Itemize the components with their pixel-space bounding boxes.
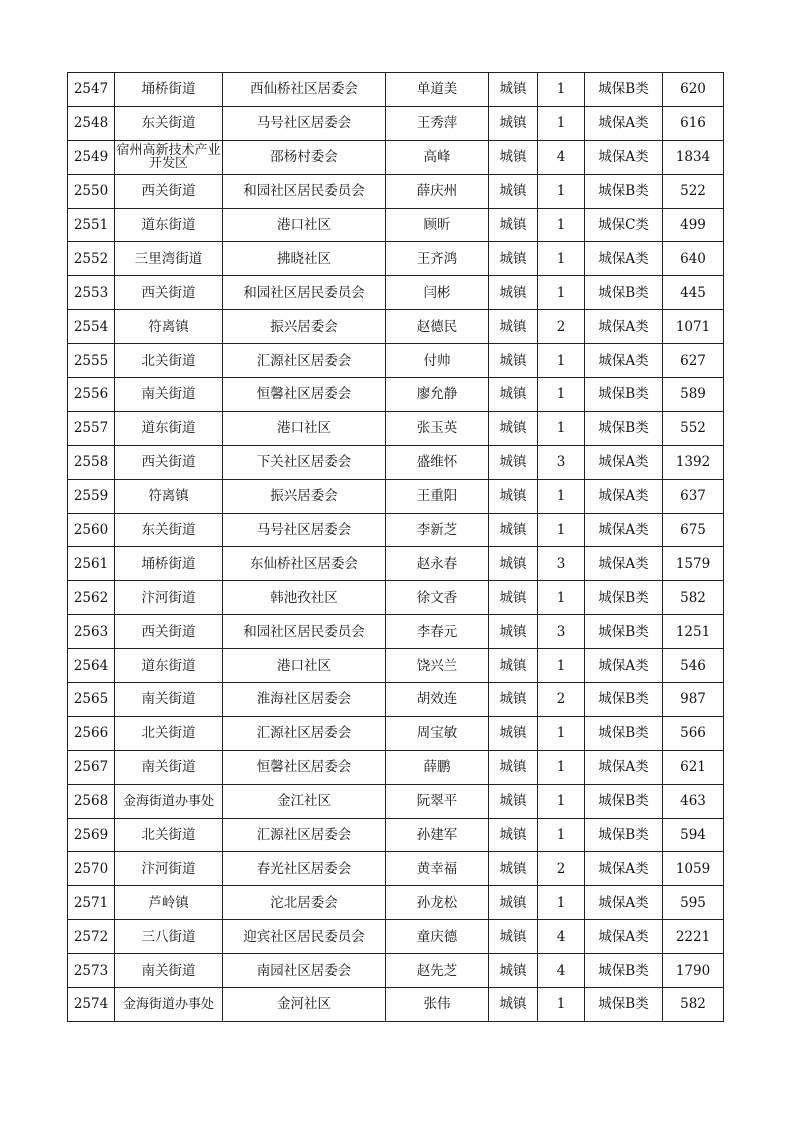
- street-cell: 东关街道: [115, 513, 223, 547]
- table-row: [68, 784, 724, 818]
- household-type-cell: 城镇: [489, 445, 538, 479]
- community-cell: 金江社区: [223, 784, 386, 818]
- member-count-cell: 1: [538, 174, 585, 208]
- row-number-cell: 2573: [68, 954, 115, 988]
- community-cell: 拂晓社区: [223, 242, 386, 276]
- household-type-cell: 城镇: [489, 683, 538, 717]
- street-cell: 西关街道: [115, 615, 223, 649]
- name-cell: 饶兴兰: [386, 649, 489, 683]
- household-type-cell: 城镇: [489, 649, 538, 683]
- household-type-cell: 城镇: [489, 276, 538, 310]
- table-row: [68, 615, 724, 649]
- insurance-category-cell: 城保B类: [585, 954, 663, 988]
- amount-cell: 463: [663, 784, 724, 818]
- row-number-cell: 2568: [68, 784, 115, 818]
- member-count-cell: 1: [538, 513, 585, 547]
- name-cell: 赵先芝: [386, 954, 489, 988]
- name-cell: 薛庆州: [386, 174, 489, 208]
- table-row: [68, 242, 724, 276]
- household-type-cell: 城镇: [489, 242, 538, 276]
- street-cell: 汴河街道: [115, 852, 223, 886]
- insurance-category-cell: 城保B类: [585, 276, 663, 310]
- name-cell: 王重阳: [386, 479, 489, 513]
- household-type-cell: 城镇: [489, 615, 538, 649]
- member-count-cell: 4: [538, 920, 585, 954]
- table-row: [68, 683, 724, 717]
- name-cell: 高峰: [386, 140, 489, 174]
- member-count-cell: 1: [538, 649, 585, 683]
- name-cell: 童庆德: [386, 920, 489, 954]
- name-cell: 盛维怀: [386, 445, 489, 479]
- community-cell: 振兴居委会: [223, 479, 386, 513]
- amount-cell: 637: [663, 479, 724, 513]
- community-cell: 恒馨社区居委会: [223, 750, 386, 784]
- row-number-cell: 2569: [68, 818, 115, 852]
- table-row: [68, 276, 724, 310]
- insurance-category-cell: 城保A类: [585, 479, 663, 513]
- street-cell: 西关街道: [115, 174, 223, 208]
- table-row: [68, 547, 724, 581]
- row-number-cell: 2566: [68, 716, 115, 750]
- community-cell: 金河社区: [223, 988, 386, 1022]
- amount-cell: 566: [663, 716, 724, 750]
- member-count-cell: 1: [538, 716, 585, 750]
- table-row: [68, 479, 724, 513]
- name-cell: 孙龙松: [386, 886, 489, 920]
- row-number-cell: 2560: [68, 513, 115, 547]
- name-cell: 王齐鸿: [386, 242, 489, 276]
- insurance-category-cell: 城保B类: [585, 784, 663, 818]
- community-cell: 邵杨村委会: [223, 140, 386, 174]
- household-type-cell: 城镇: [489, 818, 538, 852]
- table-row: [68, 140, 724, 174]
- amount-cell: 445: [663, 276, 724, 310]
- name-cell: 周宝敏: [386, 716, 489, 750]
- amount-cell: 595: [663, 886, 724, 920]
- amount-cell: 1834: [663, 140, 724, 174]
- table-row: [68, 716, 724, 750]
- household-type-cell: 城镇: [489, 716, 538, 750]
- community-cell: 东仙桥社区居委会: [223, 547, 386, 581]
- amount-cell: 616: [663, 106, 724, 140]
- table-row: [68, 106, 724, 140]
- household-type-cell: 城镇: [489, 954, 538, 988]
- insurance-category-cell: 城保B类: [585, 581, 663, 615]
- community-cell: 和园社区居民委员会: [223, 276, 386, 310]
- table-row: [68, 581, 724, 615]
- community-cell: 韩池孜社区: [223, 581, 386, 615]
- community-cell: 振兴居委会: [223, 310, 386, 344]
- street-cell: 南关街道: [115, 750, 223, 784]
- row-number-cell: 2561: [68, 547, 115, 581]
- table-row: [68, 988, 724, 1022]
- row-number-cell: 2551: [68, 208, 115, 242]
- community-cell: 港口社区: [223, 208, 386, 242]
- name-cell: 阮翠平: [386, 784, 489, 818]
- amount-cell: 621: [663, 750, 724, 784]
- amount-cell: 499: [663, 208, 724, 242]
- row-number-cell: 2556: [68, 378, 115, 412]
- member-count-cell: 1: [538, 784, 585, 818]
- row-number-cell: 2567: [68, 750, 115, 784]
- household-type-cell: 城镇: [489, 784, 538, 818]
- member-count-cell: 1: [538, 344, 585, 378]
- street-cell: 东关街道: [115, 106, 223, 140]
- amount-cell: 675: [663, 513, 724, 547]
- table-row: [68, 344, 724, 378]
- member-count-cell: 4: [538, 954, 585, 988]
- street-cell: 芦岭镇: [115, 886, 223, 920]
- household-type-cell: 城镇: [489, 513, 538, 547]
- row-number-cell: 2552: [68, 242, 115, 276]
- community-cell: 西仙桥社区居委会: [223, 73, 386, 107]
- member-count-cell: 1: [538, 208, 585, 242]
- community-cell: 沱北居委会: [223, 886, 386, 920]
- insurance-category-cell: 城保B类: [585, 988, 663, 1022]
- table-row: [68, 649, 724, 683]
- row-number-cell: 2555: [68, 344, 115, 378]
- amount-cell: 1790: [663, 954, 724, 988]
- amount-cell: 1579: [663, 547, 724, 581]
- row-number-cell: 2572: [68, 920, 115, 954]
- name-cell: 王秀萍: [386, 106, 489, 140]
- street-cell: 埇桥街道: [115, 547, 223, 581]
- household-type-cell: 城镇: [489, 73, 538, 107]
- member-count-cell: 2: [538, 310, 585, 344]
- street-cell: 北关街道: [115, 344, 223, 378]
- street-cell: 道东街道: [115, 411, 223, 445]
- table-row: [68, 73, 724, 107]
- street-cell: 符离镇: [115, 479, 223, 513]
- row-number-cell: 2557: [68, 411, 115, 445]
- household-type-cell: 城镇: [489, 208, 538, 242]
- name-cell: 李春元: [386, 615, 489, 649]
- community-cell: 春光社区居委会: [223, 852, 386, 886]
- name-cell: 胡效连: [386, 683, 489, 717]
- street-cell: 宿州高新技术产业开发区: [115, 140, 223, 174]
- table-row: [68, 513, 724, 547]
- table-row: [68, 208, 724, 242]
- row-number-cell: 2564: [68, 649, 115, 683]
- member-count-cell: 2: [538, 852, 585, 886]
- name-cell: 顾昕: [386, 208, 489, 242]
- insurance-category-cell: 城保B类: [585, 174, 663, 208]
- community-cell: 和园社区居民委员会: [223, 615, 386, 649]
- amount-cell: 594: [663, 818, 724, 852]
- street-cell: 道东街道: [115, 208, 223, 242]
- street-cell: 埇桥街道: [115, 73, 223, 107]
- row-number-cell: 2574: [68, 988, 115, 1022]
- amount-cell: 2221: [663, 920, 724, 954]
- amount-cell: 620: [663, 73, 724, 107]
- row-number-cell: 2570: [68, 852, 115, 886]
- household-type-cell: 城镇: [489, 106, 538, 140]
- community-cell: 恒馨社区居委会: [223, 378, 386, 412]
- name-cell: 薛鹏: [386, 750, 489, 784]
- household-type-cell: 城镇: [489, 378, 538, 412]
- row-number-cell: 2553: [68, 276, 115, 310]
- community-cell: 港口社区: [223, 649, 386, 683]
- member-count-cell: 1: [538, 73, 585, 107]
- insurance-category-cell: 城保C类: [585, 208, 663, 242]
- street-cell: 道东街道: [115, 649, 223, 683]
- amount-cell: 589: [663, 378, 724, 412]
- household-type-cell: 城镇: [489, 920, 538, 954]
- insurance-category-cell: 城保B类: [585, 73, 663, 107]
- amount-cell: 1059: [663, 852, 724, 886]
- street-cell: 金海街道办事处: [115, 988, 223, 1022]
- row-number-cell: 2550: [68, 174, 115, 208]
- table-row: [68, 378, 724, 412]
- street-cell: 三里湾街道: [115, 242, 223, 276]
- insurance-category-cell: 城保A类: [585, 445, 663, 479]
- member-count-cell: 1: [538, 818, 585, 852]
- name-cell: 赵永春: [386, 547, 489, 581]
- street-cell: 金海街道办事处: [115, 784, 223, 818]
- row-number-cell: 2562: [68, 581, 115, 615]
- community-cell: 汇源社区居委会: [223, 716, 386, 750]
- member-count-cell: 1: [538, 886, 585, 920]
- table-row: [68, 954, 724, 988]
- assistance-roster-table: [67, 72, 724, 1022]
- household-type-cell: 城镇: [489, 140, 538, 174]
- insurance-category-cell: 城保A类: [585, 852, 663, 886]
- insurance-category-cell: 城保A类: [585, 513, 663, 547]
- name-cell: 单道美: [386, 73, 489, 107]
- member-count-cell: 1: [538, 581, 585, 615]
- amount-cell: 640: [663, 242, 724, 276]
- community-cell: 马号社区居委会: [223, 513, 386, 547]
- name-cell: 赵德民: [386, 310, 489, 344]
- amount-cell: 1071: [663, 310, 724, 344]
- insurance-category-cell: 城保B类: [585, 716, 663, 750]
- member-count-cell: 4: [538, 140, 585, 174]
- table-row: [68, 411, 724, 445]
- insurance-category-cell: 城保B类: [585, 411, 663, 445]
- amount-cell: 552: [663, 411, 724, 445]
- insurance-category-cell: 城保A类: [585, 649, 663, 683]
- amount-cell: 582: [663, 988, 724, 1022]
- community-cell: 下关社区居委会: [223, 445, 386, 479]
- household-type-cell: 城镇: [489, 886, 538, 920]
- name-cell: 徐文香: [386, 581, 489, 615]
- table-row: [68, 920, 724, 954]
- amount-cell: 1251: [663, 615, 724, 649]
- member-count-cell: 3: [538, 445, 585, 479]
- household-type-cell: 城镇: [489, 750, 538, 784]
- street-cell: 南关街道: [115, 683, 223, 717]
- member-count-cell: 1: [538, 276, 585, 310]
- row-number-cell: 2549: [68, 140, 115, 174]
- name-cell: 廖允静: [386, 378, 489, 412]
- household-type-cell: 城镇: [489, 411, 538, 445]
- amount-cell: 546: [663, 649, 724, 683]
- community-cell: 和园社区居民委员会: [223, 174, 386, 208]
- name-cell: 李新芝: [386, 513, 489, 547]
- member-count-cell: 1: [538, 378, 585, 412]
- household-type-cell: 城镇: [489, 547, 538, 581]
- member-count-cell: 1: [538, 479, 585, 513]
- member-count-cell: 1: [538, 411, 585, 445]
- row-number-cell: 2559: [68, 479, 115, 513]
- row-number-cell: 2563: [68, 615, 115, 649]
- name-cell: 付帅: [386, 344, 489, 378]
- row-number-cell: 2548: [68, 106, 115, 140]
- member-count-cell: 1: [538, 988, 585, 1022]
- community-cell: 马号社区居委会: [223, 106, 386, 140]
- household-type-cell: 城镇: [489, 581, 538, 615]
- table-row: [68, 310, 724, 344]
- street-cell: 南关街道: [115, 954, 223, 988]
- name-cell: 张伟: [386, 988, 489, 1022]
- insurance-category-cell: 城保B类: [585, 615, 663, 649]
- street-cell: 三八街道: [115, 920, 223, 954]
- street-cell: 汴河街道: [115, 581, 223, 615]
- household-type-cell: 城镇: [489, 479, 538, 513]
- row-number-cell: 2565: [68, 683, 115, 717]
- household-type-cell: 城镇: [489, 174, 538, 208]
- row-number-cell: 2554: [68, 310, 115, 344]
- insurance-category-cell: 城保A类: [585, 106, 663, 140]
- community-cell: 迎宾社区居民委员会: [223, 920, 386, 954]
- insurance-category-cell: 城保A类: [585, 344, 663, 378]
- name-cell: 张玉英: [386, 411, 489, 445]
- insurance-category-cell: 城保B类: [585, 818, 663, 852]
- community-cell: 港口社区: [223, 411, 386, 445]
- amount-cell: 987: [663, 683, 724, 717]
- insurance-category-cell: 城保A类: [585, 242, 663, 276]
- name-cell: 黄幸福: [386, 852, 489, 886]
- member-count-cell: 1: [538, 242, 585, 276]
- name-cell: 孙建军: [386, 818, 489, 852]
- street-cell: 西关街道: [115, 445, 223, 479]
- amount-cell: 1392: [663, 445, 724, 479]
- household-type-cell: 城镇: [489, 988, 538, 1022]
- table-row: [68, 445, 724, 479]
- insurance-category-cell: 城保A类: [585, 750, 663, 784]
- name-cell: 闫彬: [386, 276, 489, 310]
- community-cell: 汇源社区居委会: [223, 344, 386, 378]
- table-row: [68, 852, 724, 886]
- community-cell: 南园社区居委会: [223, 954, 386, 988]
- table-row: [68, 818, 724, 852]
- row-number-cell: 2547: [68, 73, 115, 107]
- household-type-cell: 城镇: [489, 310, 538, 344]
- row-number-cell: 2571: [68, 886, 115, 920]
- table-row: [68, 174, 724, 208]
- community-cell: 淮海社区居委会: [223, 683, 386, 717]
- street-cell: 西关街道: [115, 276, 223, 310]
- household-type-cell: 城镇: [489, 344, 538, 378]
- street-cell: 南关街道: [115, 378, 223, 412]
- insurance-category-cell: 城保A类: [585, 547, 663, 581]
- amount-cell: 582: [663, 581, 724, 615]
- table-row: [68, 750, 724, 784]
- insurance-category-cell: 城保B类: [585, 378, 663, 412]
- community-cell: 汇源社区居委会: [223, 818, 386, 852]
- household-type-cell: 城镇: [489, 852, 538, 886]
- table-body: [68, 73, 724, 1022]
- member-count-cell: 1: [538, 750, 585, 784]
- table-row: [68, 886, 724, 920]
- street-cell: 符离镇: [115, 310, 223, 344]
- insurance-category-cell: 城保A类: [585, 886, 663, 920]
- insurance-category-cell: 城保A类: [585, 310, 663, 344]
- street-cell: 北关街道: [115, 716, 223, 750]
- amount-cell: 522: [663, 174, 724, 208]
- street-cell: 北关街道: [115, 818, 223, 852]
- member-count-cell: 3: [538, 547, 585, 581]
- amount-cell: 627: [663, 344, 724, 378]
- insurance-category-cell: 城保A类: [585, 920, 663, 954]
- member-count-cell: 1: [538, 106, 585, 140]
- member-count-cell: 2: [538, 683, 585, 717]
- row-number-cell: 2558: [68, 445, 115, 479]
- member-count-cell: 3: [538, 615, 585, 649]
- insurance-category-cell: 城保B类: [585, 683, 663, 717]
- insurance-category-cell: 城保A类: [585, 140, 663, 174]
